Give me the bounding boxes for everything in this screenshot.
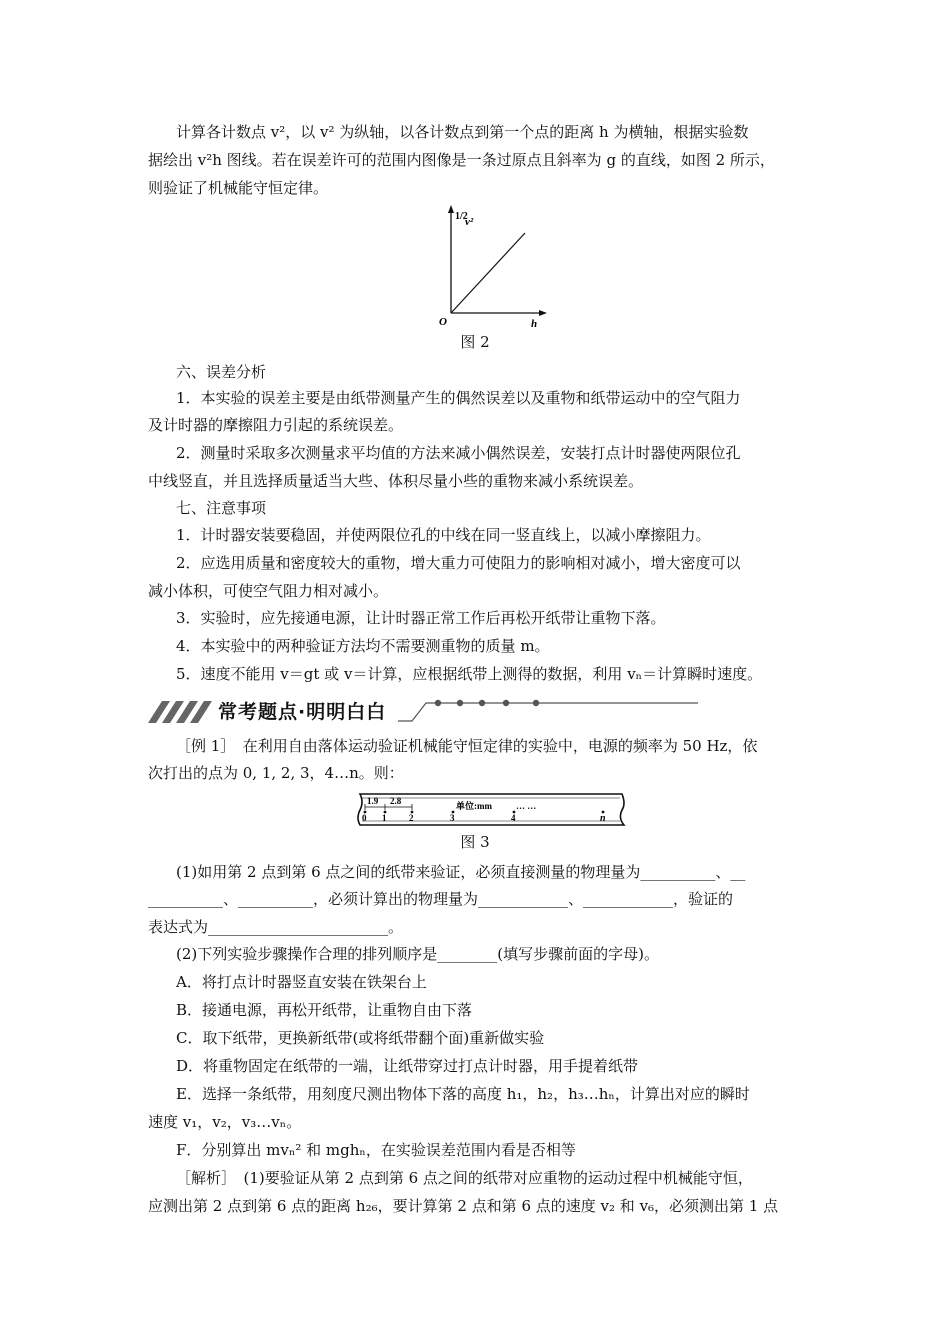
x-axis-arrow [539, 310, 547, 316]
question-1-line-1: (1)如用第 2 点到第 6 点之间的纸带来验证，必须直接测量的物理量为__________、__ [176, 863, 746, 881]
intro-line-3: 则验证了机械能守恒定律。 [148, 179, 329, 197]
intro-line-1: 计算各计数点 v²，以 v² 为纵轴，以各计数点到第一个点的距离 h 为横轴，根据实验数 [176, 123, 749, 141]
example-1-line-2: 次打出的点为 0, 1, 2, 3，4…n。则： [148, 764, 404, 782]
section-6-title: 六、误差分析 [176, 363, 267, 381]
step-d: D．将重物固定在纸带的一端，让纸带穿过打点计时器，用手提着纸带 [176, 1057, 639, 1075]
section-7-title: 七、注意事项 [176, 499, 267, 517]
section-6-p2a: 2．测量时采取多次测量求平均值的方法来减小偶然误差，安装打点计时器使两限位孔 [176, 444, 741, 462]
banner-dot-5 [533, 700, 539, 706]
section-7-n2a: 2．应选用质量和密度较大的重物，增大重力可使阻力的影响相对减小，增大密度可以 [176, 554, 741, 572]
banner-dot-4 [503, 700, 509, 706]
banner-dot-1 [435, 700, 441, 706]
banner-decor [398, 697, 698, 723]
tape-label-3: 3 [450, 813, 455, 823]
banner-dot-3 [479, 700, 485, 706]
section-6-p1b: 及计时器的摩擦阻力引起的系统误差。 [148, 416, 404, 434]
question-1-line-3: 表达式为________________________。 [148, 918, 404, 936]
banner-dot-2 [457, 700, 463, 706]
dim-label-2: 2.8 [390, 796, 402, 806]
dim-label-1: 1.9 [367, 796, 379, 806]
tape-label-n: n [600, 813, 606, 824]
tape-label-2: 2 [409, 813, 414, 823]
section-7-n3: 3．实验时，应先接通电源，让计时器正常工作后再松开纸带让重物下落。 [176, 609, 666, 627]
section-6-p2b: 中线竖直，并且选择质量适当大些、体积尽量小些的重物来减小系统误差。 [148, 472, 644, 490]
step-e-line-1: E．选择一条纸带，用刻度尺测出物体下落的高度 h₁，h₂，h₃…hₙ，计算出对应的瞬时 [176, 1085, 750, 1103]
example-1-line-1: ［例 1］ 在利用自由落体运动验证机械能守恒定律的实验中，电源的频率为 50 Hz，依 [176, 737, 758, 755]
section-7-n4: 4．本实验中的两种验证方法均不需要测重物的质量 m。 [176, 637, 550, 655]
section-banner [148, 695, 808, 725]
section-7-n2b: 减小体积，可使空气阻力相对减小。 [148, 582, 389, 600]
x-label: h [531, 318, 538, 328]
analysis-line-1: ［解析］ (1)要验证从第 2 点到第 6 点之间的纸带对应重物的运动过程中机械能守恒， [176, 1169, 753, 1187]
data-line [451, 233, 525, 313]
figure-3-tape [352, 790, 632, 830]
section-6-p1a: 1．本实验的误差主要是由纸带测量产生的偶然误差以及重物和纸带运动中的空气阻力 [176, 389, 741, 407]
unit-label: 单位:mm [456, 801, 492, 811]
step-e-line-2: 速度 v₁，v₂，v₃…vₙ。 [148, 1113, 302, 1131]
tape-label-1: 1 [382, 813, 387, 823]
question-2-stem: (2)下列实验步骤操作合理的排列顺序是________(填写步骤前面的字母)。 [176, 945, 659, 963]
section-7-n5: 5．速度不能用 v＝gt 或 v＝计算，应根据纸带上测得的数据，利用 vₙ＝计算瞬时速度。 [176, 665, 763, 683]
y-label-fraction: 1/2 [455, 211, 468, 222]
step-b: B．接通电源，再松开纸带，让重物自由下落 [176, 1001, 473, 1019]
step-f: F．分别算出 mvₙ² 和 mghₙ，在实验误差范围内看是否相等 [176, 1141, 576, 1159]
question-1-line-2: __________、__________，必须计算出的物理量为____________、____________，验证的 [148, 890, 734, 908]
banner-title: 常考题点·明明白白 [218, 701, 387, 723]
origin-label: O [439, 316, 447, 328]
step-c: C．取下纸带，更换新纸带(或将纸带翻个面)重新做实验 [176, 1029, 545, 1047]
tape-label-0: 0 [362, 813, 367, 823]
banner-stripes-icon [148, 699, 214, 723]
figure-2-caption: 图 2 [460, 333, 490, 351]
figure-2-graph [425, 203, 555, 328]
y-axis-arrow [448, 205, 454, 213]
tape-label-4: 4 [511, 813, 516, 823]
section-7-n1: 1．计时器安装要稳固，并使两限位孔的中线在同一竖直线上，以减小摩擦阻力。 [176, 526, 711, 544]
figure-3-caption: 图 3 [460, 833, 490, 851]
y-label-var: v² [465, 216, 474, 228]
analysis-line-2: 应测出第 2 点到第 6 点的距离 h₂₆，要计算第 2 点和第 6 点的速度 v₂ 和 v₆，必须测出第 1 点 [148, 1197, 779, 1215]
step-a: A．将打点计时器竖直安装在铁架台上 [176, 973, 427, 991]
intro-line-2: 据绘出 v²h 图线。若在误差许可的范围内图像是一条过原点且斜率为 g 的直线，如图 2 所示， [148, 151, 775, 169]
ellipsis-label: … … [516, 801, 537, 811]
